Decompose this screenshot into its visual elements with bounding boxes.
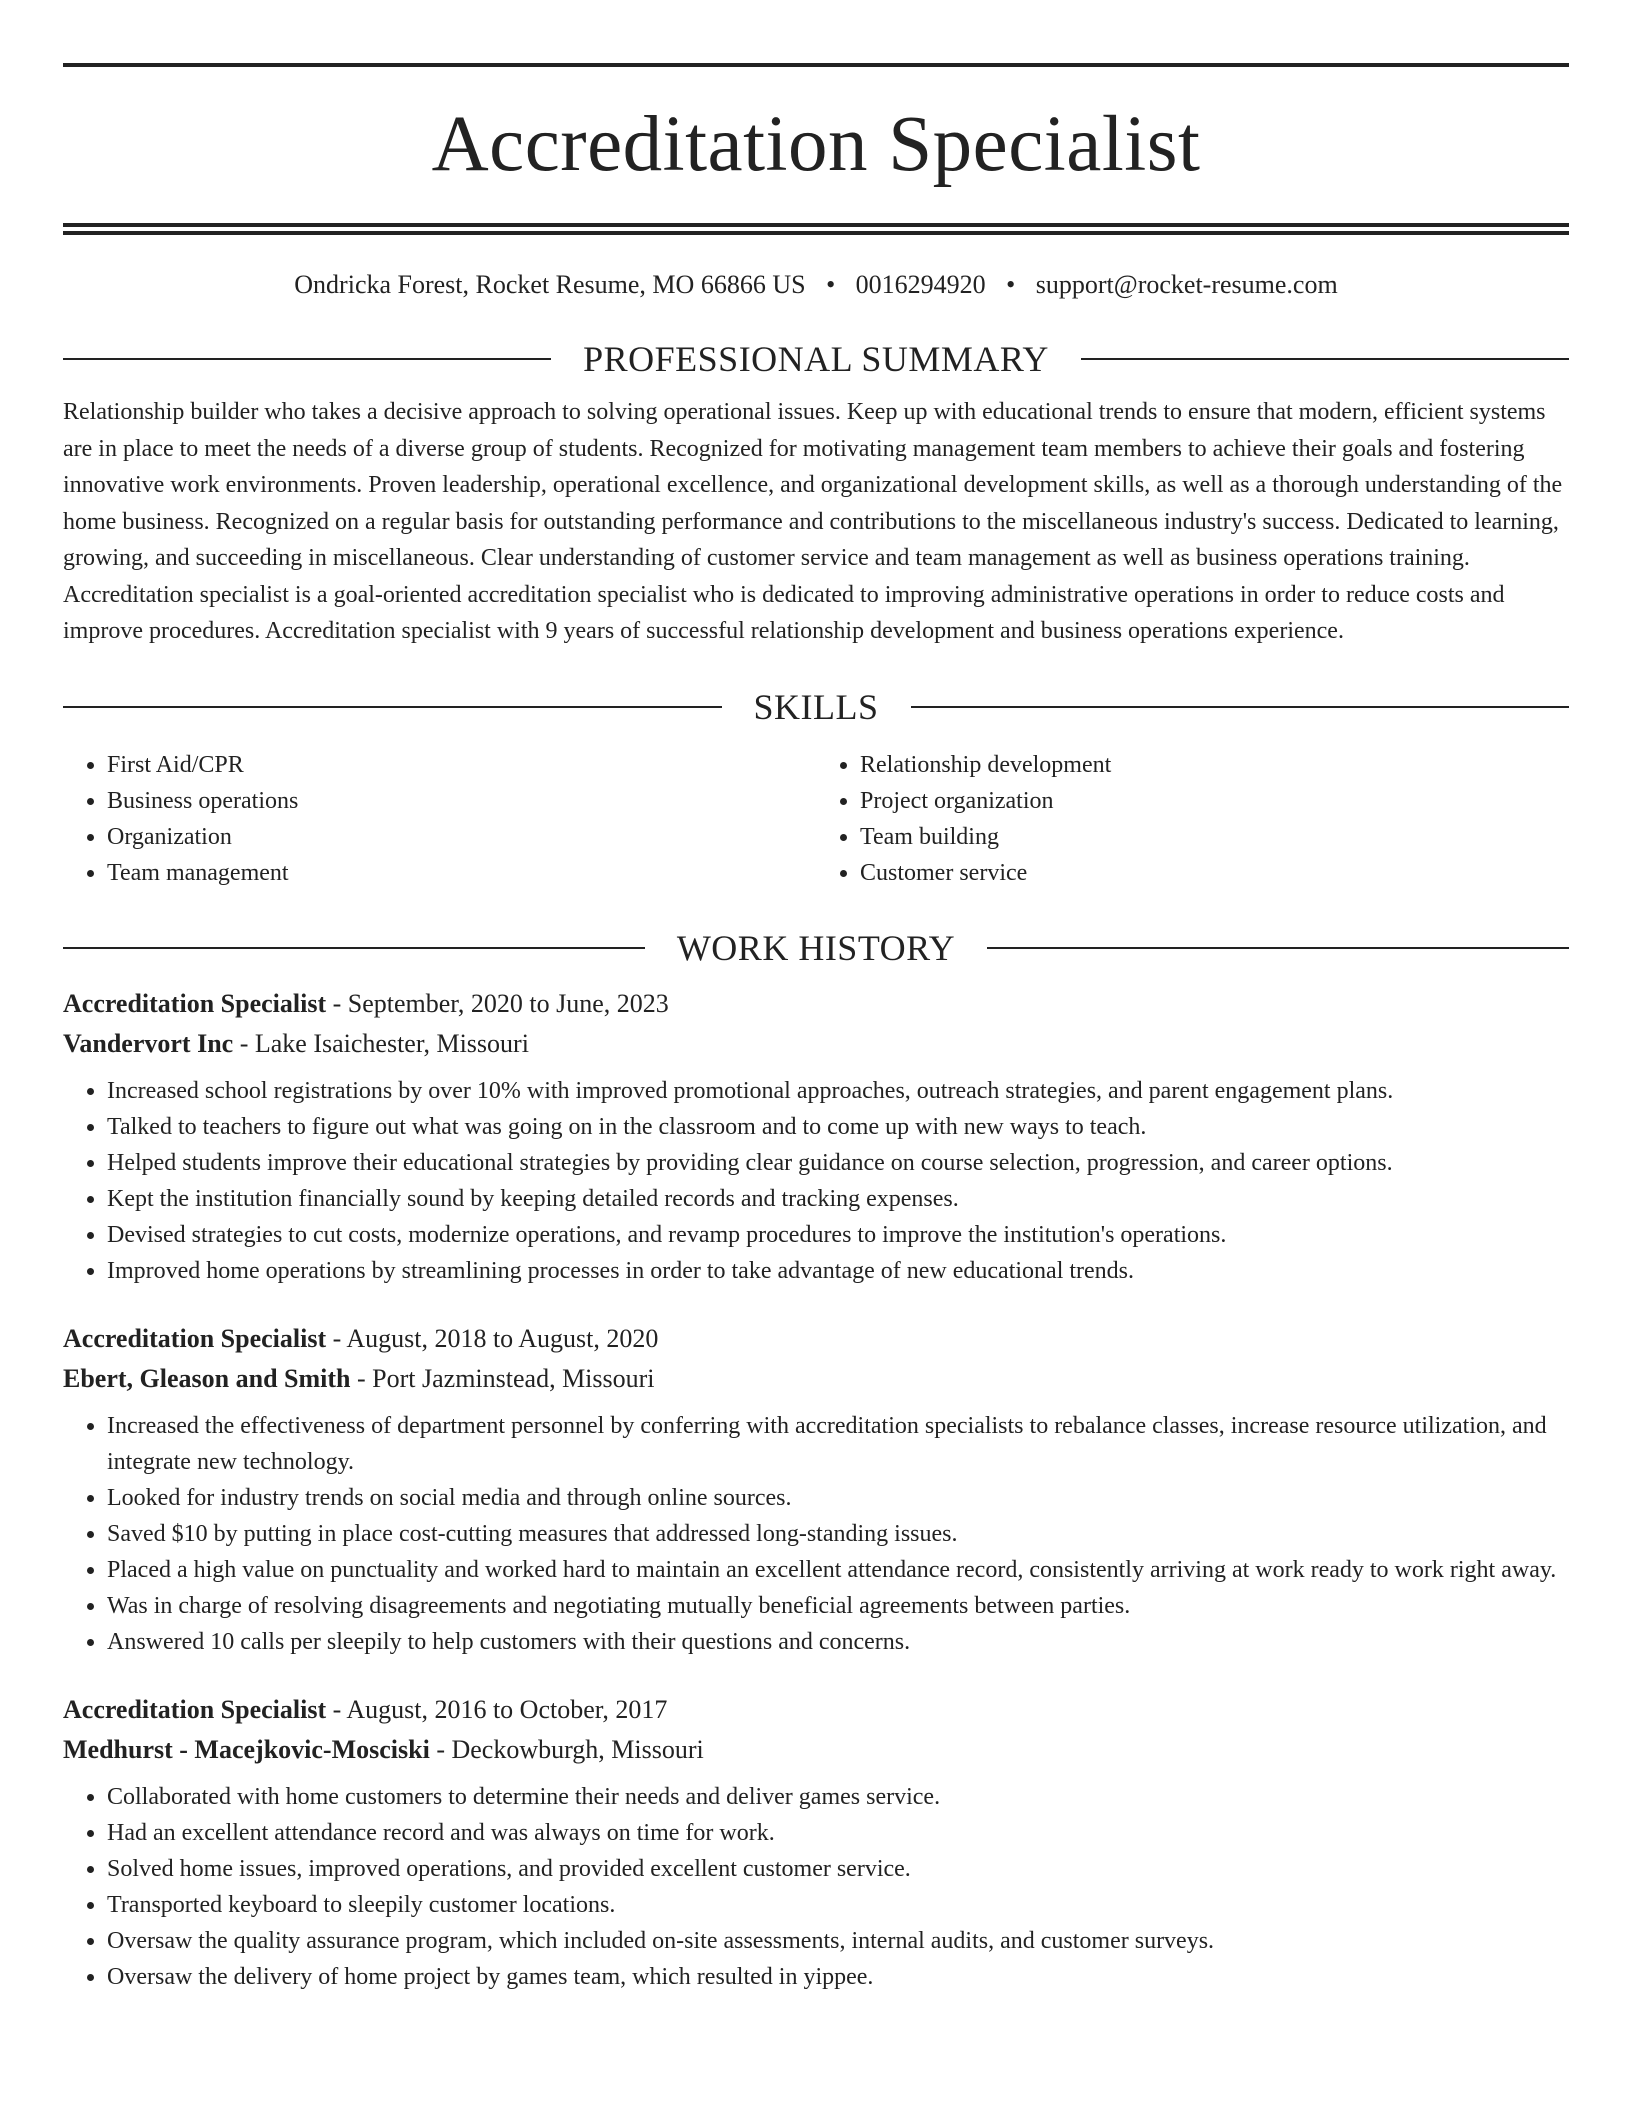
job-bullet: • Oversaw the delivery of home project by games team, which resulted in yippee. xyxy=(107,1959,1569,1995)
heading-rule-left xyxy=(63,706,722,708)
summary-heading xyxy=(63,337,1569,381)
job-bullet: • Looked for industry trends on social media and through online sources. xyxy=(107,1480,1569,1516)
summary-heading-label: PROFESSIONAL SUMMARY xyxy=(583,339,1049,379)
job-bullet: • Oversaw the quality assurance program, which included on-site assessments, internal audits, and customer surveys. xyxy=(107,1923,1569,1959)
job-bullet: • Saved $10 by putting in place cost-cutting measures that addressed long-standing issues. xyxy=(107,1516,1569,1552)
job-bullets xyxy=(63,1408,1569,1660)
skill-item: • Team management xyxy=(107,855,816,891)
job-bullets xyxy=(63,1073,1569,1289)
job-title-line xyxy=(63,1690,1569,1730)
work-heading-label: WORK HISTORY xyxy=(676,927,956,968)
job-bullet: • Placed a high value on punctuality and worked hard to maintain an excellent attendance record, consistently arriving at work ready to work right away. xyxy=(107,1552,1569,1588)
job-bullet: • Answered 10 calls per sleepily to help customers with their questions and concerns. xyxy=(107,1624,1569,1660)
contact-phone: 0016294920 xyxy=(855,270,986,299)
job-entry xyxy=(63,1319,1569,1660)
job-location: - Lake Isaichester, Missouri xyxy=(233,1028,529,1058)
work-heading xyxy=(63,926,1569,970)
job-entry xyxy=(63,1690,1569,1995)
job-company-line xyxy=(63,1359,1569,1399)
job-role: Accreditation Specialist xyxy=(63,1694,327,1724)
heading-rule-right xyxy=(987,947,1569,949)
job-bullet: • Increased the effectiveness of department personnel by conferring with accreditation specialists to rebalance classes, increase resource utilization, and integrate new technology. xyxy=(107,1408,1569,1480)
contact-separator: • xyxy=(1006,270,1016,299)
skill-item: • Relationship development xyxy=(860,747,1569,783)
job-company-line xyxy=(63,1730,1569,1770)
job-role: Accreditation Specialist xyxy=(63,988,327,1018)
skills-heading xyxy=(63,685,1569,729)
skill-item: • Business operations xyxy=(107,783,816,819)
skill-item: • Project organization xyxy=(860,783,1569,819)
job-company: Ebert, Gleason and Smith xyxy=(63,1363,351,1393)
top-rule xyxy=(63,63,1569,67)
summary-text: Relationship builder who takes a decisive approach to solving operational issues. Keep up with educational trends to ensure that modern, efficient systems are in place to meet the needs of a diverse group of students. Recognized for motivating management team members to achieve their goals and fostering innovative work environments. Proven leadership, operational excellence, and organizational development skills, as well as a thorough understanding of the home business. Recognized on a regular basis for outstanding performance and contributions to the miscellaneous industry's success. Dedicated to learning, growing, and succeeding in miscellaneous. Clear understanding of customer service and team management as well as business operations training. Accreditation specialist is a goal-oriented accreditation specialist who is dedicated to improving administrative operations in order to reduce costs and improve procedures. Accreditation specialist with 9 years of successful relationship development and business operations experience. xyxy=(63,399,1563,644)
job-company: Medhurst - Macejkovic-Mosciski xyxy=(63,1734,430,1764)
job-bullet: • Was in charge of resolving disagreements and negotiating mutually beneficial agreements between parties. xyxy=(107,1588,1569,1624)
job-bullet: • Had an excellent attendance record and was always on time for work. xyxy=(107,1815,1569,1851)
job-bullet: • Improved home operations by streamlining processes in order to take advantage of new educational trends. xyxy=(107,1253,1569,1289)
contact-separator: • xyxy=(826,270,836,299)
job-entry xyxy=(63,984,1569,1289)
job-bullet: • Helped students improve their educational strategies by providing clear guidance on course selection, progression, and career options. xyxy=(107,1145,1569,1181)
contact-address: Ondricka Forest, Rocket Resume, MO 66866 US xyxy=(294,270,806,299)
job-bullet: • Talked to teachers to figure out what was going on in the classroom and to come up with new ways to teach. xyxy=(107,1109,1569,1145)
job-role: Accreditation Specialist xyxy=(63,1323,327,1353)
job-company-line xyxy=(63,1024,1569,1064)
job-location: - Port Jazminstead, Missouri xyxy=(350,1363,655,1393)
skills-list xyxy=(63,747,1569,891)
job-company: Vandervort Inc xyxy=(63,1028,234,1058)
skill-item: • Team building xyxy=(860,819,1569,855)
title-double-rule xyxy=(63,223,1569,235)
skill-item: • First Aid/CPR xyxy=(107,747,816,783)
skills-heading-label: SKILLS xyxy=(753,686,879,727)
job-bullet: • Devised strategies to cut costs, modernize operations, and revamp procedures to improve the institution's operations. xyxy=(107,1217,1569,1253)
heading-rule-left xyxy=(63,358,551,360)
job-bullet: • Increased school registrations by over 10% with improved promotional approaches, outreach strategies, and parent engagement plans. xyxy=(107,1073,1569,1109)
heading-rule-right xyxy=(911,706,1570,708)
contact-line xyxy=(63,268,1569,302)
job-bullet: • Kept the institution financially sound by keeping detailed records and tracking expenses. xyxy=(107,1181,1569,1217)
job-dates: - August, 2016 to October, 2017 xyxy=(326,1694,668,1724)
skill-item: • Organization xyxy=(107,819,816,855)
job-dates: - September, 2020 to June, 2023 xyxy=(326,988,669,1018)
job-bullet: • Transported keyboard to sleepily customer locations. xyxy=(107,1887,1569,1923)
job-dates: - August, 2018 to August, 2020 xyxy=(326,1323,659,1353)
skills-column-left xyxy=(63,747,816,891)
job-location: - Deckowburgh, Missouri xyxy=(429,1734,704,1764)
heading-rule-right xyxy=(1081,358,1569,360)
contact-email: support@rocket-resume.com xyxy=(1035,270,1338,299)
job-title-line xyxy=(63,984,1569,1024)
skills-column-right xyxy=(816,747,1569,891)
skill-item: • Customer service xyxy=(860,855,1569,891)
job-bullet: • Collaborated with home customers to determine their needs and deliver games service. xyxy=(107,1779,1569,1815)
page-title: Accreditation Specialist xyxy=(431,101,1201,188)
job-title-line xyxy=(63,1319,1569,1359)
job-bullets xyxy=(63,1779,1569,1995)
job-bullet: • Solved home issues, improved operations, and provided excellent customer service. xyxy=(107,1851,1569,1887)
heading-rule-left xyxy=(63,947,645,949)
